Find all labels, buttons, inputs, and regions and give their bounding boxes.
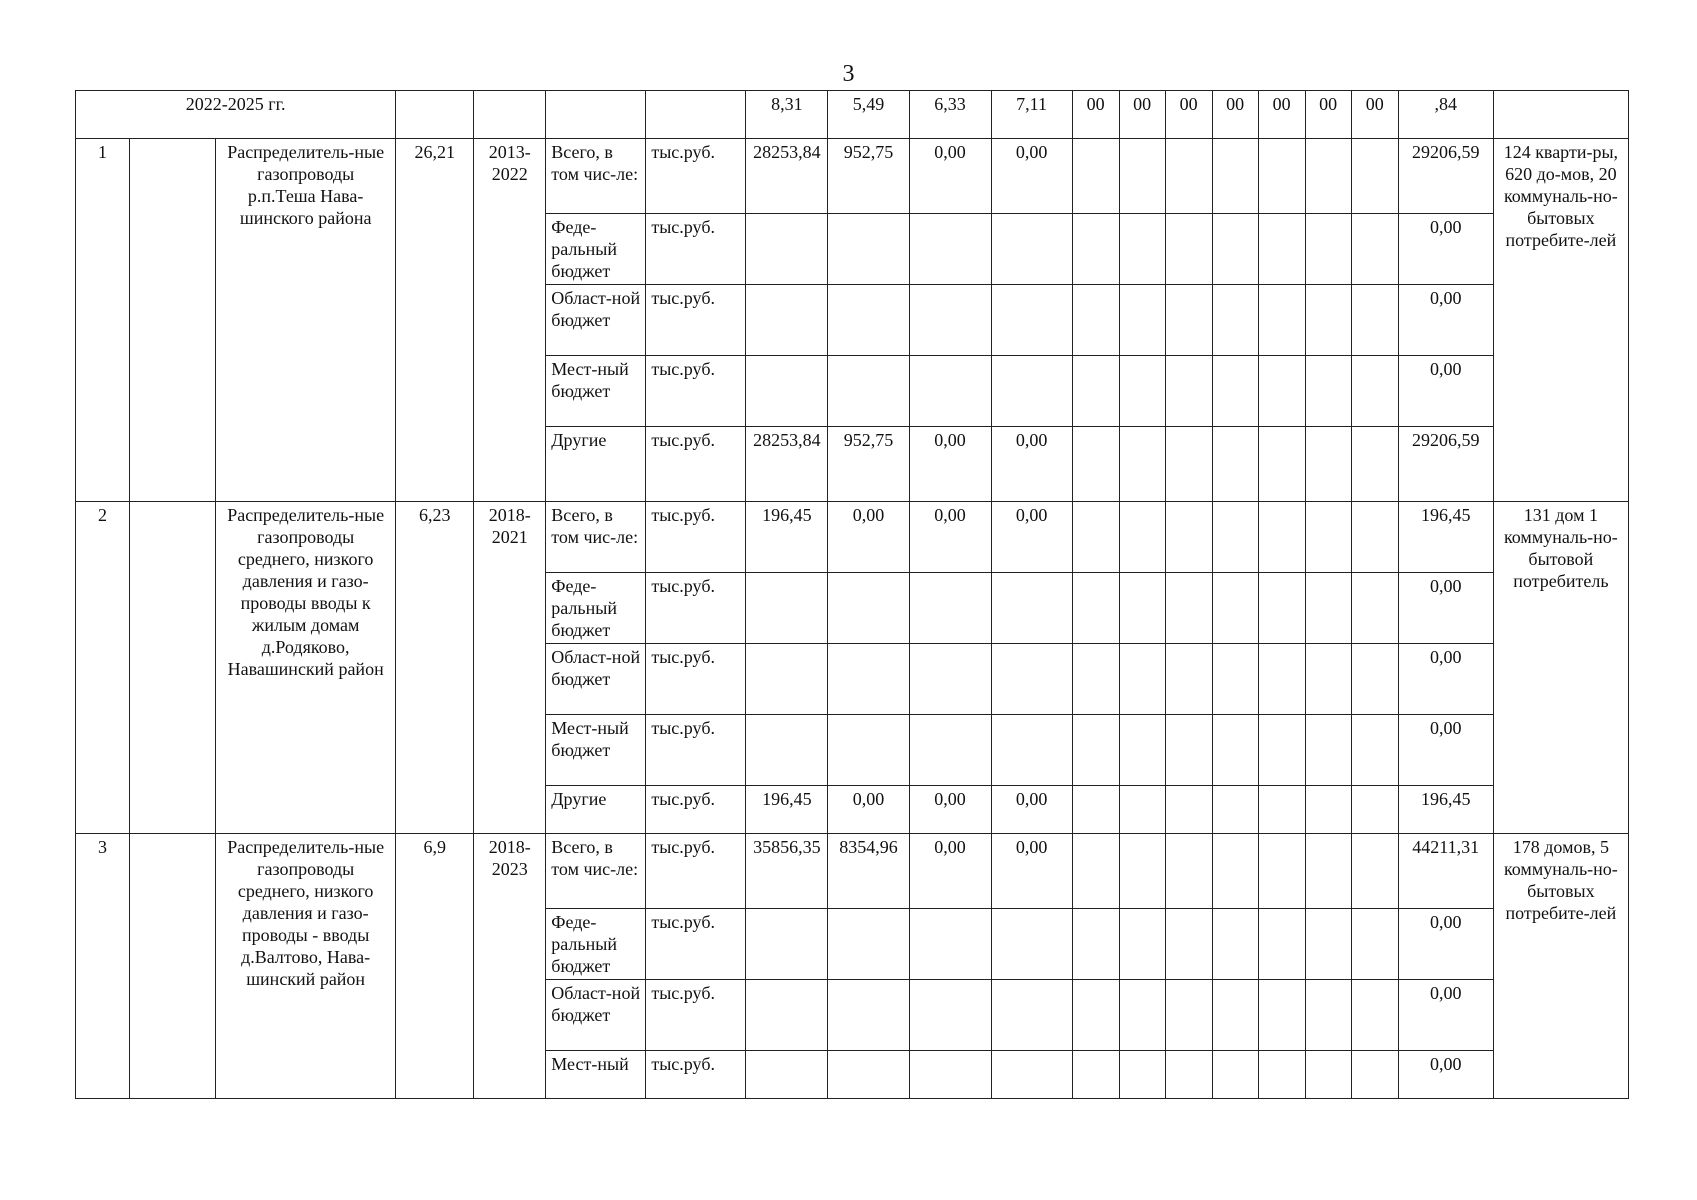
year-value: 0,00 <box>991 834 1072 909</box>
project-number: 1 <box>76 139 130 502</box>
total-value: 0,00 <box>1398 1051 1493 1099</box>
unit: тыс.руб. <box>646 1051 746 1099</box>
funding-source: Мест-ный <box>546 1051 646 1099</box>
total-value: 0,00 <box>1398 980 1493 1051</box>
year-value: 28253,84 <box>746 427 828 502</box>
period-value: 6,33 <box>909 91 991 139</box>
period-value: 7,11 <box>991 91 1072 139</box>
table-row <box>76 502 1629 573</box>
total-value: 0,00 <box>1398 214 1493 285</box>
total-value: 29206,59 <box>1398 427 1493 502</box>
period-total-row <box>76 91 1629 139</box>
total-value: 44211,31 <box>1398 834 1493 909</box>
total-value: 196,45 <box>1398 786 1493 834</box>
table-row <box>76 139 1629 214</box>
funding-source: Всего, в том чис-ле: <box>546 834 646 909</box>
funding-source: Област-ной бюджет <box>546 644 646 715</box>
total-value: 0,00 <box>1398 356 1493 427</box>
funding-source: Мест-ный бюджет <box>546 715 646 786</box>
year-value: 196,45 <box>746 786 828 834</box>
year-value: 0,00 <box>828 502 909 573</box>
unit: тыс.руб. <box>646 502 746 573</box>
funding-source: Всего, в том чис-ле: <box>546 139 646 214</box>
year-value: 196,45 <box>746 502 828 573</box>
year-value: 952,75 <box>828 139 909 214</box>
project-length: 6,9 <box>396 834 474 1099</box>
funding-source: Феде-ральный бюджет <box>546 214 646 285</box>
unit: тыс.руб. <box>646 715 746 786</box>
funding-source: Всего, в том чис-ле: <box>546 502 646 573</box>
funding-source: Другие <box>546 427 646 502</box>
unit: тыс.руб. <box>646 285 746 356</box>
project-name: Распределитель-ные газопроводы р.п.Теша Нава-шинского района <box>216 139 396 502</box>
unit: тыс.руб. <box>646 139 746 214</box>
period-value: 00 <box>1119 91 1165 139</box>
year-value: 0,00 <box>909 834 991 909</box>
year-value: 0,00 <box>828 786 909 834</box>
unit: тыс.руб. <box>646 980 746 1051</box>
project-length: 26,21 <box>396 139 474 502</box>
year-value: 952,75 <box>828 427 909 502</box>
period-value: 00 <box>1351 91 1398 139</box>
year-value: 0,00 <box>991 502 1072 573</box>
year-value: 0,00 <box>909 502 991 573</box>
project-period: 2018-2021 <box>474 502 546 834</box>
funding-source: Мест-ный бюджет <box>546 356 646 427</box>
total-value: 0,00 <box>1398 909 1493 980</box>
unit: тыс.руб. <box>646 573 746 644</box>
table-row <box>76 834 1629 909</box>
period-label: 2022-2025 гг. <box>76 91 396 139</box>
year-value: 0,00 <box>909 427 991 502</box>
year-value: 0,00 <box>909 139 991 214</box>
project-number: 2 <box>76 502 130 834</box>
project-result: 131 дом 1 коммуналь-но-бытовой потребитель <box>1493 502 1628 834</box>
unit: тыс.руб. <box>646 214 746 285</box>
unit: тыс.руб. <box>646 909 746 980</box>
unit: тыс.руб. <box>646 834 746 909</box>
project-length: 6,23 <box>396 502 474 834</box>
period-value: ,84 <box>1398 91 1493 139</box>
unit: тыс.руб. <box>646 644 746 715</box>
period-value: 00 <box>1072 91 1119 139</box>
total-value: 0,00 <box>1398 285 1493 356</box>
year-value: 0,00 <box>991 427 1072 502</box>
funding-source: Феде-ральный бюджет <box>546 909 646 980</box>
page-number: 3 <box>842 61 855 87</box>
project-result: 124 кварти-ры, 620 до-мов, 20 коммуналь-но-бытовых потребите-лей <box>1493 139 1628 502</box>
unit: тыс.руб. <box>646 356 746 427</box>
year-value: 0,00 <box>991 786 1072 834</box>
project-name: Распределитель-ные газопроводы среднего, низкого давления и газо-проводы вводы к жилым домам д.Родяково, Навашинский район <box>216 502 396 834</box>
funding-source: Област-ной бюджет <box>546 980 646 1051</box>
year-value: 35856,35 <box>746 834 828 909</box>
funding-source: Феде-ральный бюджет <box>546 573 646 644</box>
period-value: 00 <box>1258 91 1305 139</box>
period-value: 8,31 <box>746 91 828 139</box>
period-value: 00 <box>1212 91 1258 139</box>
total-value: 0,00 <box>1398 573 1493 644</box>
year-value: 0,00 <box>991 139 1072 214</box>
year-value: 28253,84 <box>746 139 828 214</box>
project-number: 3 <box>76 834 130 1099</box>
year-value: 0,00 <box>909 786 991 834</box>
total-value: 0,00 <box>1398 715 1493 786</box>
total-value: 29206,59 <box>1398 139 1493 214</box>
project-period: 2013-2022 <box>474 139 546 502</box>
project-result: 178 домов, 5 коммуналь-но-бытовых потребите-лей <box>1493 834 1628 1099</box>
period-value: 00 <box>1165 91 1212 139</box>
unit: тыс.руб. <box>646 786 746 834</box>
total-value: 196,45 <box>1398 502 1493 573</box>
total-value: 0,00 <box>1398 644 1493 715</box>
program-table <box>75 90 1629 1099</box>
year-value: 8354,96 <box>828 834 909 909</box>
funding-source: Другие <box>546 786 646 834</box>
period-value: 5,49 <box>828 91 909 139</box>
unit: тыс.руб. <box>646 427 746 502</box>
project-name: Распределитель-ные газопроводы среднего, низкого давления и газо-проводы - вводы д.Валтово, Нава-шинский район <box>216 834 396 1099</box>
period-value: 00 <box>1305 91 1351 139</box>
project-period: 2018-2023 <box>474 834 546 1099</box>
funding-source: Област-ной бюджет <box>546 285 646 356</box>
